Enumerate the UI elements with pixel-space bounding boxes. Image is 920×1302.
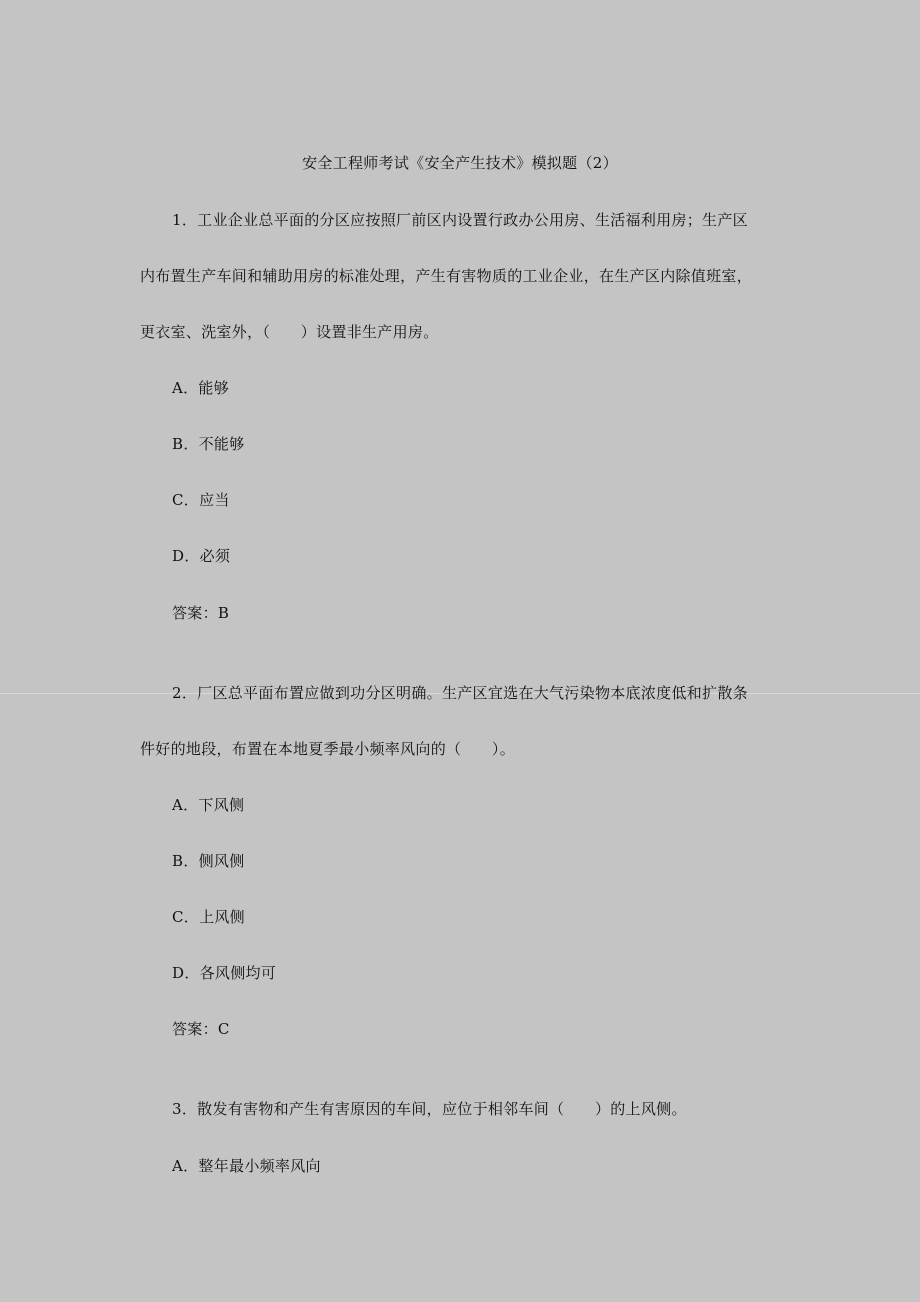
document-title: 安全工程师考试《安全产生技术》模拟题（2）: [302, 154, 618, 172]
question-2-option-b: B．侧风侧: [172, 852, 245, 870]
question-2-option-c: C．上风侧: [172, 908, 245, 926]
question-2-line-1: 2．厂区总平面布置应做到功分区明确。生产区宜选在大气污染物本底浓度低和扩散条: [172, 684, 748, 702]
question-2-option-d: D．各风侧均可: [172, 964, 277, 982]
question-1-option-a: A．能够: [172, 379, 230, 397]
question-1-line-3: 更衣室、洗室外，（ ）设置非生产用房。: [140, 323, 439, 341]
question-1-line-2: 内布置生产车间和辅助用房的标准处理，产生有害物质的工业企业，在生产区内除值班室，: [140, 267, 753, 285]
question-1-option-b: B．不能够: [172, 435, 245, 453]
question-1-answer: 答案：B: [172, 604, 230, 622]
question-1-option-d: D．必须: [172, 547, 231, 565]
question-3-line-1: 3．散发有害物和产生有害原因的车间，应位于相邻车间（ ）的上风侧。: [172, 1100, 687, 1118]
question-1-line-1: 1．工业企业总平面的分区应按照厂前区内设置行政办公用房、生活福利用房；生产区: [172, 211, 748, 229]
question-2-option-a: A．下风侧: [172, 796, 245, 814]
question-3-option-a: A．整年最小频率风向: [172, 1157, 321, 1175]
question-2-line-2: 件好的地段，布置在本地夏季最小频率风向的（ ）。: [140, 740, 516, 758]
question-2-answer: 答案：C: [172, 1020, 230, 1038]
question-1-option-c: C．应当: [172, 491, 230, 509]
